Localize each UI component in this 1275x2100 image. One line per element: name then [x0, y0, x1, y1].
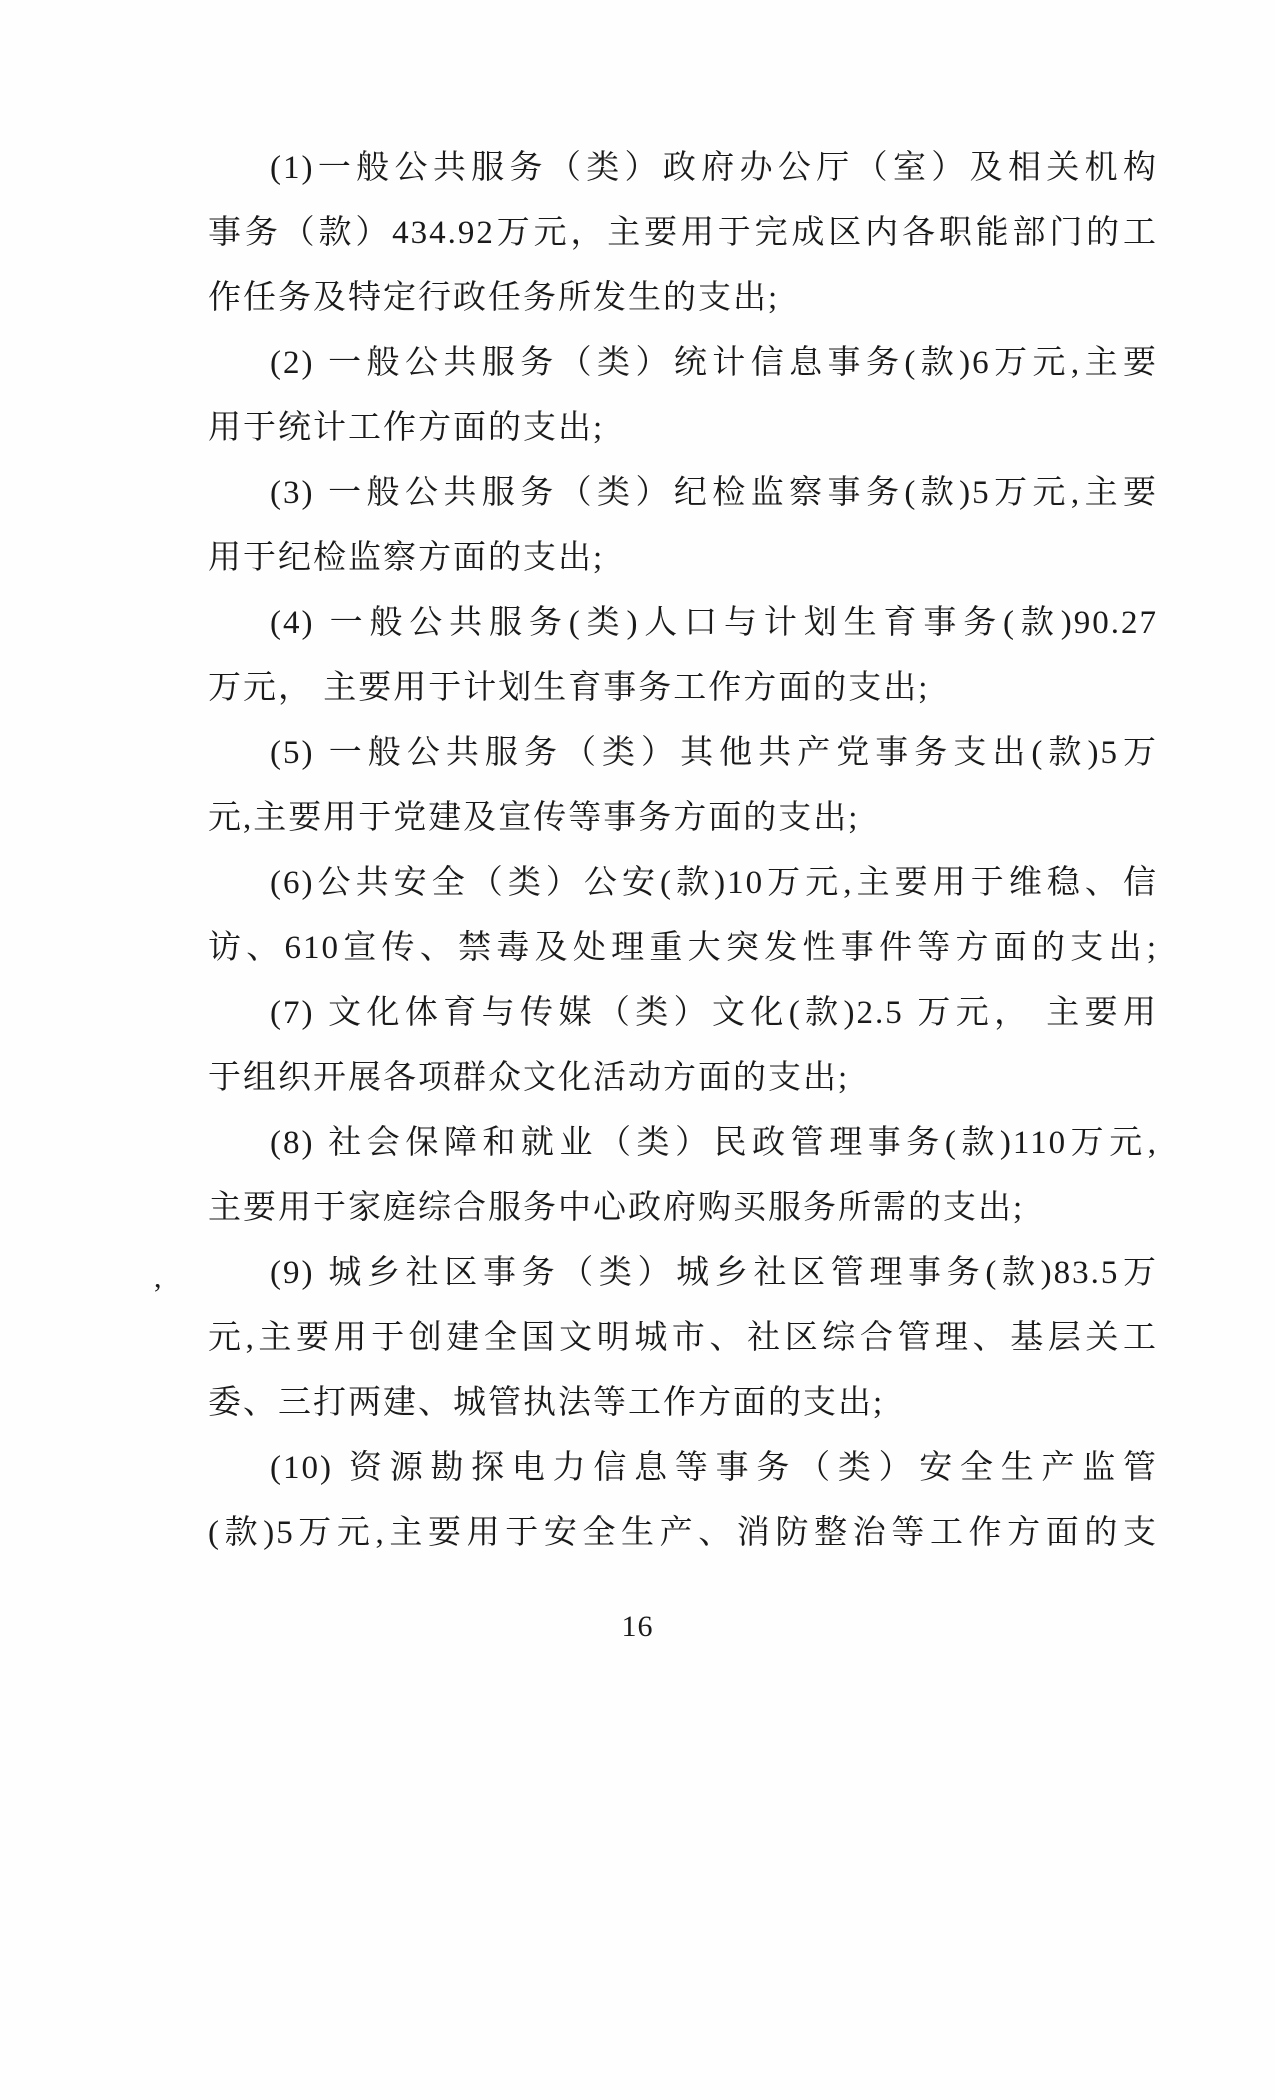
text-line — [208, 396, 1158, 461]
text-line-content: 于组织开展各项群众文化活动方面的支出; — [208, 1060, 850, 1096]
text-line — [208, 1046, 1158, 1111]
text-line — [208, 331, 1158, 396]
text-line-content: (5) 一般公共服务（类）其他共产党事务支出(款)5万 — [270, 735, 1158, 771]
text-line — [208, 1436, 1158, 1501]
text-line-content: 万元， 主要用于计划生育事务工作方面的支出; — [208, 670, 930, 706]
stray-comma-mark: , — [154, 1261, 162, 1294]
text-line-content: 用于统计工作方面的支出; — [208, 410, 605, 446]
text-line-content: (10) 资源勘探电力信息等事务（类）安全生产监管 — [270, 1450, 1158, 1486]
paragraph — [208, 981, 1158, 1111]
paragraph — [208, 851, 1158, 981]
paragraph — [208, 136, 1158, 331]
text-line-content: (4) 一般公共服务(类)人口与计划生育事务(款)90.27 — [270, 605, 1158, 641]
text-line-content: (款)5万元,主要用于安全生产、消防整治等工作方面的支 — [208, 1515, 1158, 1551]
text-line — [208, 136, 1158, 201]
text-line-content: 访、610宣传、禁毒及处理重大突发性事件等方面的支出; — [208, 930, 1158, 966]
text-line — [208, 1306, 1158, 1371]
paragraph — [208, 461, 1158, 591]
text-line — [208, 981, 1158, 1046]
text-line-content: 主要用于家庭综合服务中心政府购买服务所需的支出; — [208, 1190, 1025, 1226]
text-line — [154, 1241, 1158, 1306]
text-line-content: 作任务及特定行政任务所发生的支出; — [208, 280, 780, 316]
text-line — [208, 526, 1158, 591]
paragraph — [208, 1436, 1158, 1566]
page-number: 16 — [621, 1610, 654, 1643]
text-line-content: (6)公共安全（类）公安(款)10万元,主要用于维稳、信 — [270, 865, 1158, 901]
text-line — [208, 721, 1158, 786]
text-line-content: (8) 社会保障和就业（类）民政管理事务(款)110万元, — [270, 1125, 1158, 1161]
text-line — [208, 656, 1158, 721]
text-line — [208, 201, 1158, 266]
text-line-content: (1)一般公共服务（类）政府办公厅（室）及相关机构 — [270, 150, 1158, 186]
text-line — [208, 266, 1158, 331]
text-line-content: 委、三打两建、城管执法等工作方面的支出; — [208, 1385, 885, 1421]
text-block — [154, 136, 1158, 1566]
paragraph — [154, 1241, 1158, 1436]
text-line — [208, 851, 1158, 916]
text-line-content: 事务（款）434.92万元，主要用于完成区内各职能部门的工 — [208, 215, 1158, 251]
text-line — [208, 1371, 1158, 1436]
text-line — [208, 1501, 1158, 1566]
text-line — [208, 1176, 1158, 1241]
paragraph — [208, 721, 1158, 851]
text-line-content: (3) 一般公共服务（类）纪检监察事务(款)5万元,主要 — [270, 475, 1158, 511]
text-line — [208, 591, 1158, 656]
text-line — [208, 786, 1158, 851]
text-line-content: (2) 一般公共服务（类）统计信息事务(款)6万元,主要 — [270, 345, 1158, 381]
text-line-content: 元,主要用于党建及宣传等事务方面的支出; — [208, 800, 860, 836]
text-line-content: 用于纪检监察方面的支出; — [208, 540, 605, 576]
text-line-content: 元,主要用于创建全国文明城市、社区综合管理、基层关工 — [208, 1320, 1158, 1356]
paragraph — [208, 1111, 1158, 1241]
paragraph — [208, 591, 1158, 721]
text-line — [208, 461, 1158, 526]
text-line — [208, 916, 1158, 981]
text-line-content: (9) 城乡社区事务（类）城乡社区管理事务(款)83.5万 — [270, 1255, 1158, 1291]
text-line-content: (7) 文化体育与传媒（类）文化(款)2.5 万元， 主要用 — [270, 995, 1158, 1031]
text-line — [208, 1111, 1158, 1176]
paragraph — [208, 331, 1158, 461]
